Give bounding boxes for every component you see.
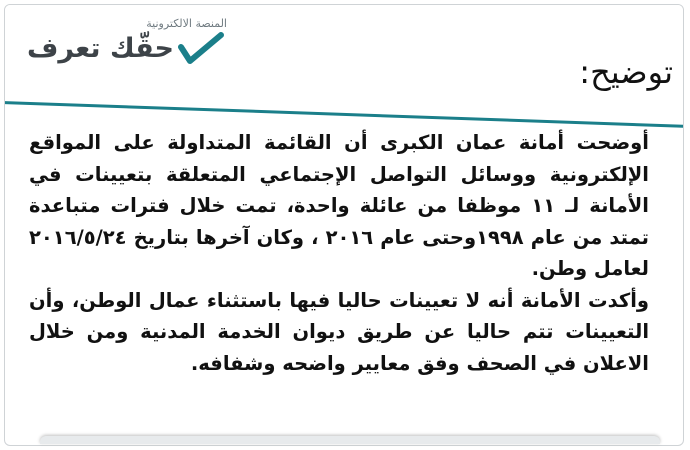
logo-subtitle: المنصة الالكترونية — [146, 17, 227, 30]
next-card-edge — [40, 436, 660, 444]
logo — [27, 17, 227, 72]
header-divider — [4, 101, 684, 130]
page-title: توضيح: — [579, 53, 673, 91]
header — [5, 5, 683, 105]
logo-name: حقّك تعرف — [27, 33, 174, 64]
statement-body — [29, 127, 649, 379]
content-card — [4, 4, 684, 446]
paragraph: أوضحت أمانة عمان الكبرى أن القائمة المتداولة على المواقع الإلكترونية ووسائل التواصل الإجتماعي المتعلقة بتعيينات في الأمانة لـ ١١ موظفا من عائلة واحدة، تمت خلال فترات متباعدة تمتد من عام ١٩٩٨وحتى عام ٢٠١٦ ، وكان آخرها بتاريخ ٢٠١٦/٥/٢٤ لعامل وطن. — [29, 131, 650, 280]
paragraph: وأكدت الأمانة أنه لا تعيينات حاليا فيها باستثناء عمال الوطن، وأن التعيينات تتم حاليا عن طريق ديوان الخدمة المدنية ومن خلال الاعلان في الصحف وفق معايير واضحه وشفافه. — [29, 288, 649, 375]
checkmark-icon — [177, 31, 225, 67]
